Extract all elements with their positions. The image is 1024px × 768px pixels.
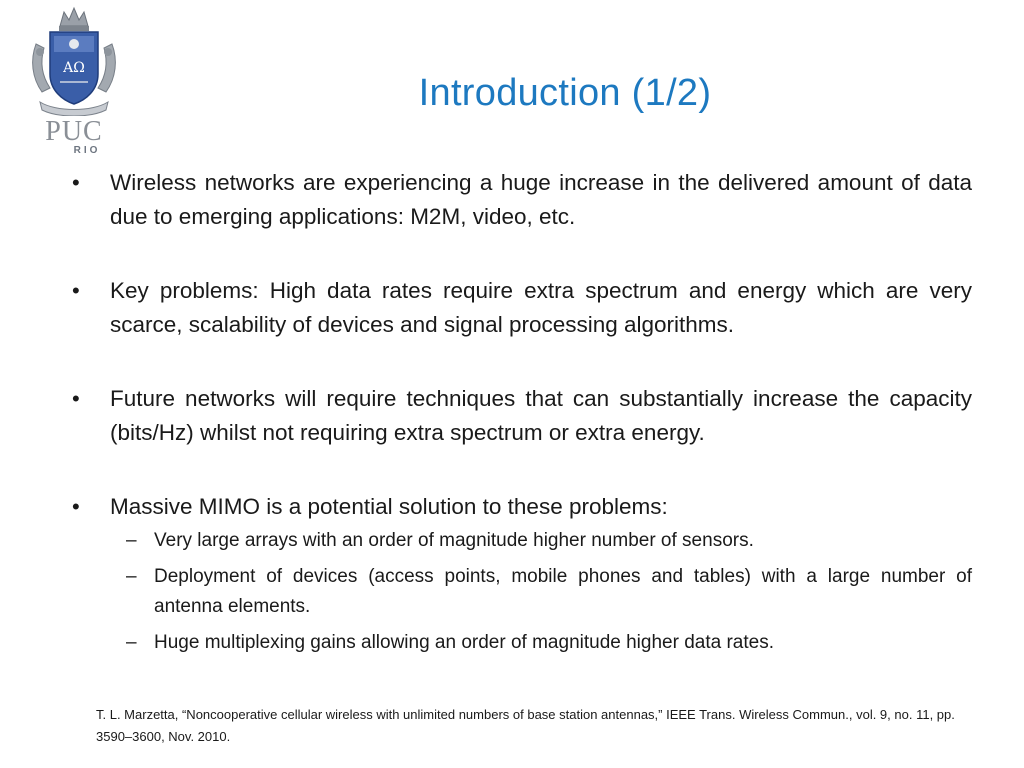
svg-text:ΑΩ: ΑΩ bbox=[63, 60, 85, 76]
sub-bullet-list bbox=[110, 526, 972, 658]
logo-wordmark bbox=[36, 118, 112, 156]
bullet-item bbox=[72, 166, 972, 234]
logo-puc-text: PUC bbox=[45, 116, 103, 147]
bullet-text: Key problems: High data rates require extra spectrum and energy which are very scarce, scalability of devices and signal processing algorithms. bbox=[110, 278, 972, 337]
bullet-item bbox=[72, 490, 972, 658]
bullet-marker: • bbox=[72, 170, 80, 195]
coat-of-arms-icon bbox=[26, 4, 122, 116]
bullet-marker: • bbox=[72, 386, 80, 411]
sub-bullet-item bbox=[126, 628, 972, 658]
bullet-item bbox=[72, 274, 972, 342]
bullet-item bbox=[72, 382, 972, 450]
puc-rio-logo bbox=[26, 4, 122, 160]
bullet-text: Future networks will require techniques that can substantially increase the capacity (bits/Hz) whilst not requiring extra spectrum or extra energy. bbox=[110, 386, 972, 445]
sub-bullet-text: Huge multiplexing gains allowing an order of magnitude higher data rates. bbox=[154, 632, 774, 653]
sub-bullet-item bbox=[126, 526, 972, 556]
slide-title: Introduction (1/2) bbox=[418, 72, 712, 114]
sub-bullet-text: Very large arrays with an order of magnitude higher number of sensors. bbox=[154, 530, 754, 551]
bullet-text: Wireless networks are experiencing a huge increase in the delivered amount of data due to emerging applications: M2M, video, etc. bbox=[110, 170, 972, 229]
bullet-marker: • bbox=[72, 278, 80, 303]
bullet-text: Massive MIMO is a potential solution to these problems: bbox=[110, 494, 668, 519]
bullet-marker: • bbox=[72, 494, 80, 519]
bullet-list bbox=[72, 166, 972, 664]
sub-bullet-item bbox=[126, 562, 972, 622]
logo-rio-text: RIO bbox=[73, 145, 101, 156]
sub-bullet-marker: – bbox=[126, 530, 137, 551]
sub-bullet-text: Deployment of devices (access points, mobile phones and tables) with a large number of antenna elements. bbox=[154, 566, 972, 617]
reference-citation: T. L. Marzetta, “Noncooperative cellular wireless with unlimited numbers of base station antennas,” IEEE Trans. Wireless Commun., vol. 9, no. 11, pp. 3590–3600, Nov. 2010. bbox=[96, 707, 955, 744]
sub-bullet-marker: – bbox=[126, 632, 137, 653]
sub-bullet-marker: – bbox=[126, 566, 137, 587]
